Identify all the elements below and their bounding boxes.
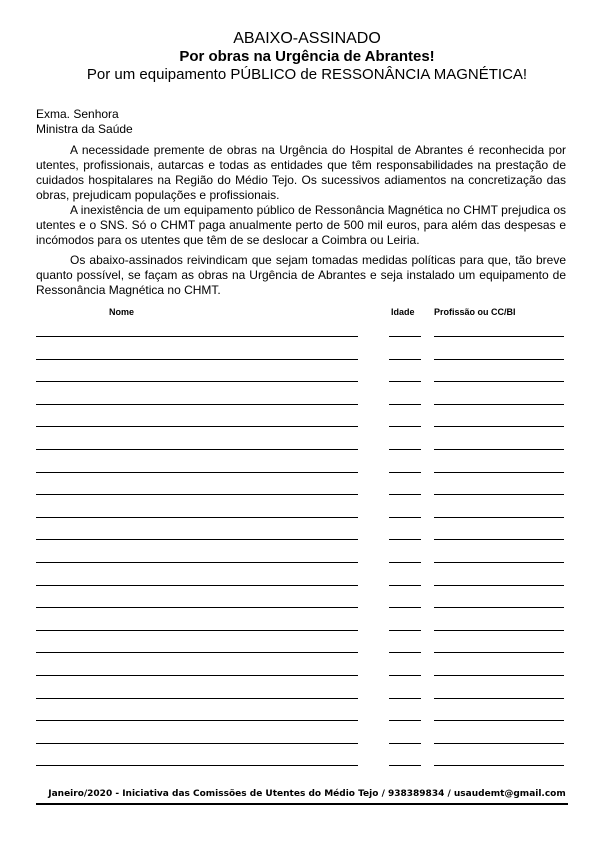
document-title: ABAIXO-ASSINADO — [233, 30, 381, 47]
age-line[interactable] — [389, 652, 421, 653]
paragraph-1: A necessidade premente de obras na Urgência do Hospital de Abrantes é reconhecida por utentes, profissionais, autarcas e todas as entidades que têm responsabilidades na prestação de cuidados hospitalares na Região do Médio Tejo. Os sucessivos adiamentos na concretização das obras, prejudicam populações e profissionais. — [36, 143, 566, 202]
profession-line[interactable] — [434, 562, 564, 563]
age-line[interactable] — [389, 698, 421, 699]
column-header-profession: Profissão ou CC/BI — [434, 307, 516, 317]
name-line[interactable] — [36, 426, 358, 427]
age-line[interactable] — [389, 381, 421, 382]
profession-line[interactable] — [434, 426, 564, 427]
profession-line[interactable] — [434, 359, 564, 360]
name-line[interactable] — [36, 381, 358, 382]
name-line[interactable] — [36, 359, 358, 360]
profession-line[interactable] — [434, 449, 564, 450]
paragraph-3: Os abaixo-assinados reivindicam que sejam tomadas medidas políticas para que, tão breve quanto possível, se façam as obras na Urgência de Abrantes e seja instalado um equipamento de Ressonância Magnética no CHMT. — [36, 253, 566, 297]
age-line[interactable] — [389, 494, 421, 495]
profession-line[interactable] — [434, 607, 564, 608]
name-line[interactable] — [36, 472, 358, 473]
addressee-title: Ministra da Saúde — [36, 122, 133, 136]
profession-line[interactable] — [434, 472, 564, 473]
name-line[interactable] — [36, 449, 358, 450]
profession-line[interactable] — [434, 494, 564, 495]
profession-line[interactable] — [434, 675, 564, 676]
age-line[interactable] — [389, 449, 421, 450]
name-line[interactable] — [36, 675, 358, 676]
profession-line[interactable] — [434, 585, 564, 586]
profession-line[interactable] — [434, 698, 564, 699]
name-line[interactable] — [36, 652, 358, 653]
column-header-age: Idade — [391, 307, 415, 317]
name-line[interactable] — [36, 607, 358, 608]
footer-divider — [36, 803, 568, 805]
name-line[interactable] — [36, 336, 358, 337]
age-line[interactable] — [389, 539, 421, 540]
profession-line[interactable] — [434, 652, 564, 653]
profession-line[interactable] — [434, 404, 564, 405]
name-line[interactable] — [36, 743, 358, 744]
profession-line[interactable] — [434, 539, 564, 540]
profession-line[interactable] — [434, 630, 564, 631]
name-line[interactable] — [36, 494, 358, 495]
name-line[interactable] — [36, 765, 358, 766]
age-line[interactable] — [389, 585, 421, 586]
age-line[interactable] — [389, 607, 421, 608]
name-line[interactable] — [36, 585, 358, 586]
age-line[interactable] — [389, 472, 421, 473]
age-line[interactable] — [389, 630, 421, 631]
age-line[interactable] — [389, 517, 421, 518]
name-line[interactable] — [36, 404, 358, 405]
document-subtitle: Por obras na Urgência de Abrantes! — [179, 48, 435, 65]
profession-line[interactable] — [434, 765, 564, 766]
document-tagline: Por um equipamento PÚBLICO de RESSONÂNCIA MAGNÉTICA! — [86, 66, 528, 83]
column-header-name: Nome — [109, 307, 135, 317]
age-line[interactable] — [389, 765, 421, 766]
age-line[interactable] — [389, 562, 421, 563]
profession-line[interactable] — [434, 720, 564, 721]
name-line[interactable] — [36, 539, 358, 540]
name-line[interactable] — [36, 517, 358, 518]
age-line[interactable] — [389, 743, 421, 744]
profession-line[interactable] — [434, 743, 564, 744]
name-line[interactable] — [36, 698, 358, 699]
addressee-salutation: Exma. Senhora — [36, 107, 119, 121]
footer-text: Janeiro/2020 - Iniciativa das Comissões de Utentes do Médio Tejo / 938389834 / usaudemt@gmail.com — [48, 789, 566, 799]
age-line[interactable] — [389, 675, 421, 676]
profession-line[interactable] — [434, 381, 564, 382]
age-line[interactable] — [389, 336, 421, 337]
age-line[interactable] — [389, 404, 421, 405]
name-line[interactable] — [36, 562, 358, 563]
name-line[interactable] — [36, 630, 358, 631]
profession-line[interactable] — [434, 517, 564, 518]
age-line[interactable] — [389, 426, 421, 427]
paragraph-2: A inexistência de um equipamento público de Ressonância Magnética no CHMT prejudica os utentes e o SNS. Só o CHMT paga anualmente perto de 500 mil euros, para além das despesas e incómodos para os utentes que têm de se deslocar a Coimbra ou Leiria. — [36, 203, 566, 247]
age-line[interactable] — [389, 720, 421, 721]
age-line[interactable] — [389, 359, 421, 360]
profession-line[interactable] — [434, 336, 564, 337]
name-line[interactable] — [36, 720, 358, 721]
